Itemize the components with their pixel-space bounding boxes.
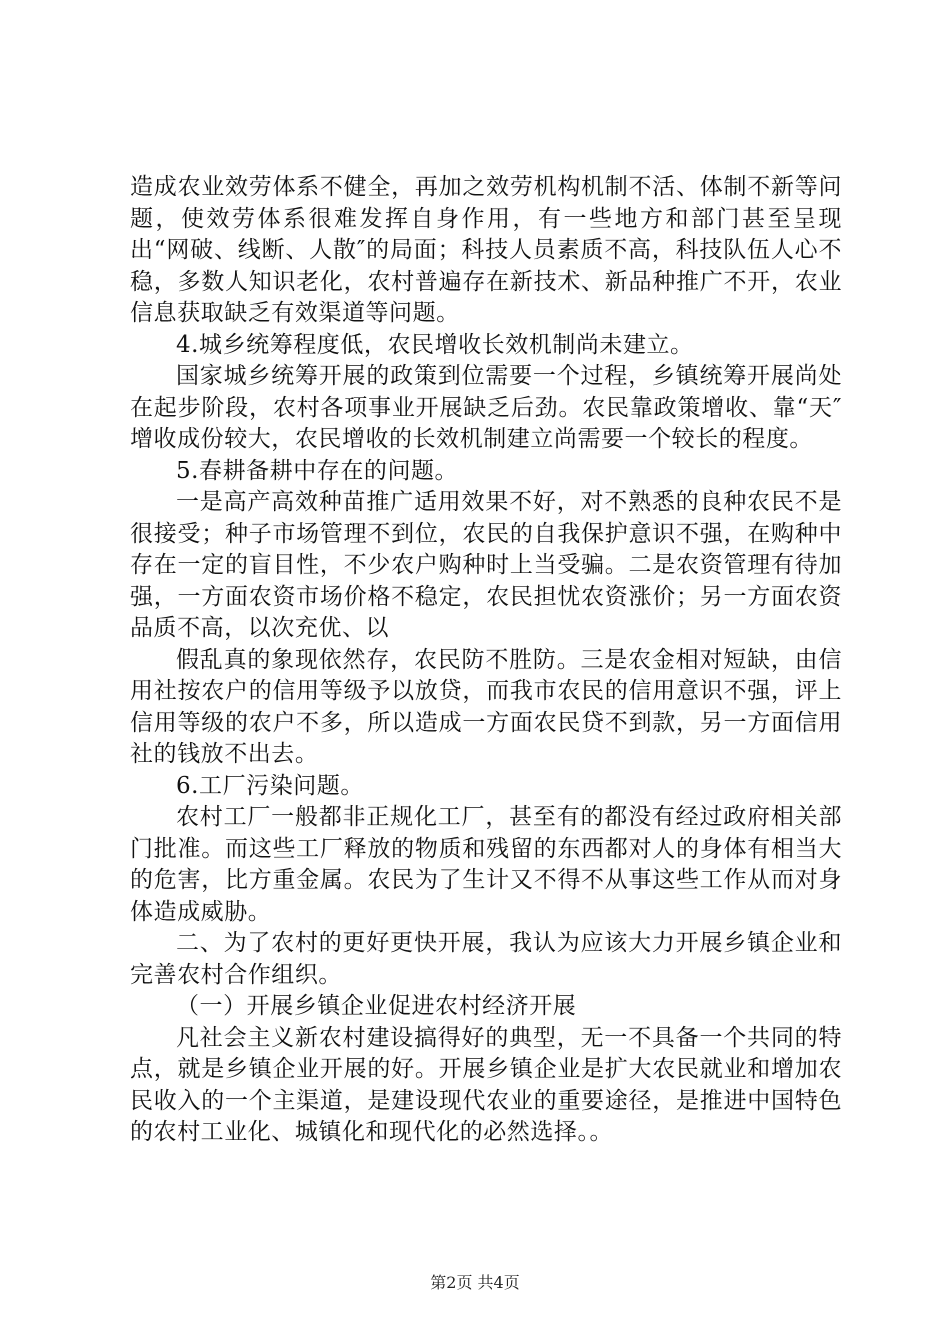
heading-urban-rural: 4.城乡统筹程度低，农民增收长效机制尚未建立。 bbox=[176, 331, 694, 358]
page-number-label: 第2页 共4页 bbox=[430, 1273, 520, 1292]
paragraph-factory-pollution: 农村工厂一般都非正规化工厂，甚至有的都没有经过政府相关部门批准。而这些工厂释放的物质和残留的东西都对人的身体有相当大的危害，比方重金属。农民为了生计又不得不从事这些工作从而对身体造成威胁。 bbox=[130, 804, 842, 925]
paragraph-township-enterprise: 凡社会主义新农村建设搞得好的典型，无一不具备一个共同的特点，就是乡镇企业开展的好。开展乡镇企业是扩大农民就业和增加农民收入的一个主渠道，是建设现代农业的重要途径，是推进中国特色的农村工业化、城镇化和现代化的必然选择。。 bbox=[130, 1024, 842, 1145]
heading-section-two: 二、为了农村的更好更快开展，我认为应该大力开展乡镇企业和完善农村合作组织。 bbox=[130, 930, 842, 988]
heading-spring-plowing: 5.春耕备耕中存在的问题。 bbox=[176, 457, 459, 484]
paragraph-spring-plowing: 一是高产高效种苗推广适用效果不好，对不熟悉的良种农民不是很接受；种子市场管理不到位，农民的自我保护意识不强，在购种中存在一定的盲目性，不少农户购种时上当受骗。二是农资管理有待加强，一方面农资市场价格不稳定，农民担忧农资涨价；另一方面农资品质不高，以次充优、以 bbox=[130, 489, 842, 641]
paragraph-spring-plowing-cont: 假乱真的象现依然存，农民防不胜防。三是农金相对短缺，由信用社按农户的信用等级予以放贷，而我市农民的信用意识不强，评上信用等级的农户不多，所以造成一方面农民贷不到款，另一方面信用社的钱放不出去。 bbox=[130, 646, 842, 767]
paragraph-service-system: 造成农业效劳体系不健全，再加之效劳机构机制不活、体制不新等问题，使效劳体系很难发挥自身作用，有一些地方和部门甚至呈现出“网破、线断、人散″的局面；科技人员素质不高，科技队伍人心不稳，多数人知识老化，农村普遍存在新技术、新品种推广不开，农业信息获取缺乏有效渠道等问题。 bbox=[130, 174, 842, 326]
page-footer bbox=[0, 1270, 950, 1293]
subheading-township-enterprise: （一）开展乡镇企业促进农村经济开展 bbox=[176, 993, 577, 1019]
paragraph-urban-rural: 国家城乡统筹开展的政策到位需要一个过程，乡镇统筹开展尚处在起步阶段，农村各项事业开展缺乏后劲。农民靠政策增收、靠“天″增收成份较大，农民增收的长效机制建立尚需要一个较长的程度。 bbox=[130, 363, 842, 452]
body-text bbox=[130, 172, 842, 1149]
heading-factory-pollution: 6.工厂污染问题。 bbox=[176, 772, 364, 799]
